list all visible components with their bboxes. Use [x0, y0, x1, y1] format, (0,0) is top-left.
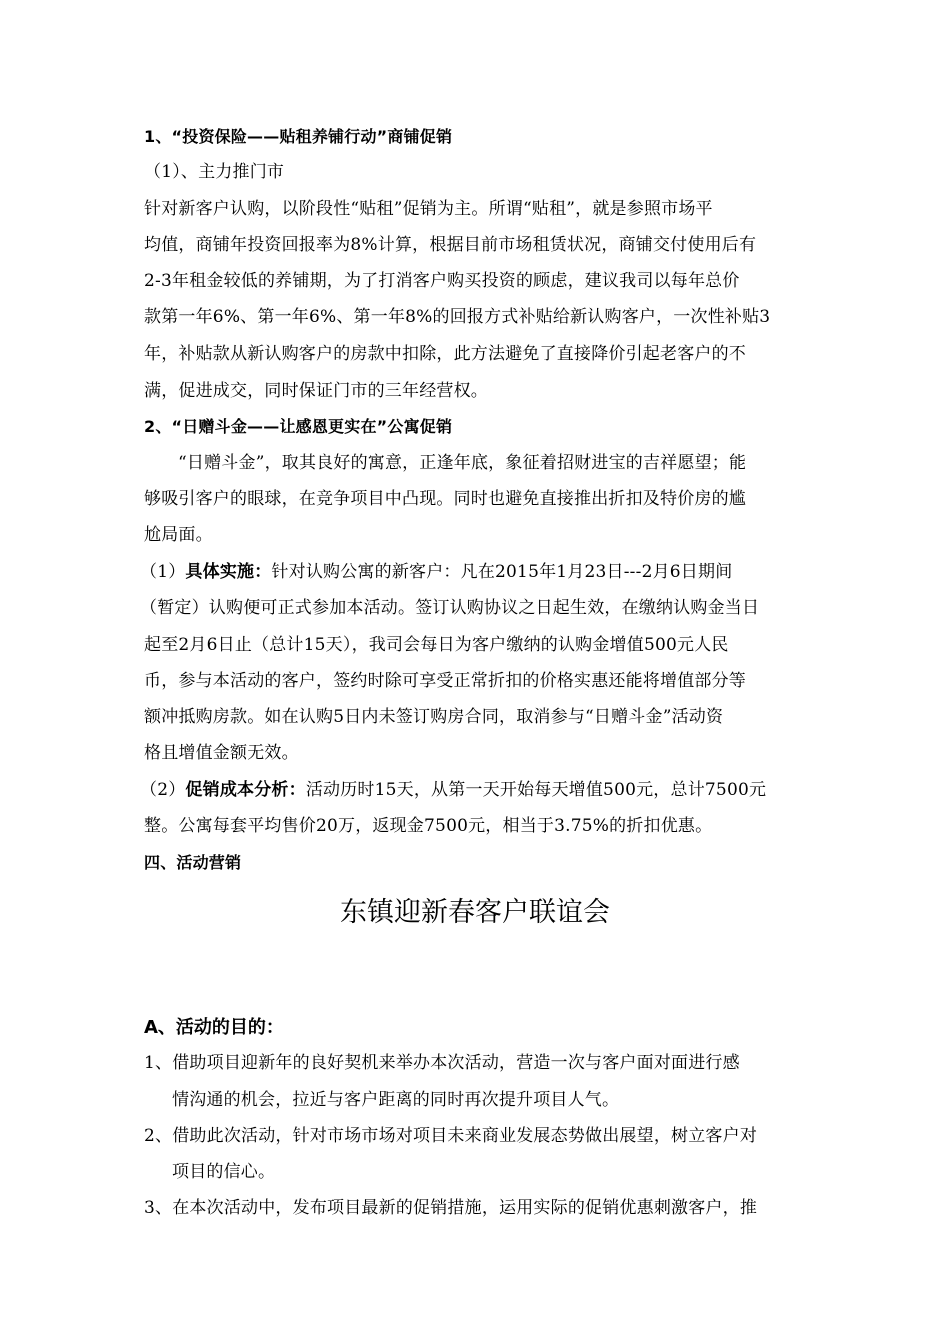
- purpose-heading: A、活动的目的：: [144, 1017, 284, 1038]
- paragraph-line: 整。公寓每套平均售价20万，返现金7500元，相当于3.75%的折扣优惠。: [144, 816, 713, 836]
- section1-subheading: （1）、主力推门市: [144, 162, 285, 182]
- paragraph-line: 币，参与本活动的客户，签约时除可享受正常折扣的价格实惠还能将增值部分等: [144, 671, 746, 691]
- implementation-line: [140, 561, 810, 583]
- paragraph-line: 年，补贴款从新认购客户的房款中扣除，此方法避免了直接降价引起老客户的不: [144, 344, 746, 364]
- item-prefix: （2）: [140, 780, 186, 800]
- section4-heading: 四、活动营销: [144, 853, 242, 872]
- paragraph-line: 够吸引客户的眼球，在竞争项目中凸现。同时也避免直接推出折扣及特价房的尴: [144, 489, 746, 509]
- paragraph-line: 针对新客户认购，以阶段性“贴租”促销为主。所谓“贴租”，就是参照市场平: [144, 199, 713, 219]
- list-item-continuation: 项目的信心。: [172, 1162, 276, 1182]
- cost-analysis-label: 促销成本分析：: [185, 780, 306, 800]
- paragraph-line: 额冲抵购房款。如在认购5日内未签订购房合同，取消参与“日赠斗金”活动资: [144, 707, 724, 727]
- paragraph-line: 格且增值金额无效。: [144, 743, 299, 763]
- list-item-continuation: 情沟通的机会，拉近与客户距离的同时再次提升项目人气。: [172, 1090, 620, 1110]
- paragraph-line: 均值，商铺年投资回报率为8%计算，根据目前市场租赁状况，商铺交付使用后有: [144, 235, 757, 255]
- paragraph-line: “日赠斗金”，取其良好的寓意，正逢年底，象征着招财进宝的吉祥愿望；能: [178, 453, 747, 473]
- cost-analysis-line: [140, 779, 810, 801]
- list-item: 3、在本次活动中，发布项目最新的促销措施，运用实际的促销优惠刺激客户，推: [144, 1198, 758, 1218]
- event-title: 东镇迎新春客户联谊会: [340, 897, 610, 928]
- paragraph-line: （暂定）认购便可正式参加本活动。签订认购协议之日起生效，在缴纳认购金当日: [140, 598, 760, 618]
- cost-analysis-text: 活动历时15天，从第一天开始每天增值500元，总计7500元: [305, 780, 767, 800]
- paragraph-line: 起至2月6日止（总计15天），我司会每日为客户缴纳的认购金增值500元人民: [144, 635, 729, 655]
- list-item: 2、借助此次活动，针对市场市场对项目未来商业发展态势做出展望，树立客户对: [144, 1126, 758, 1146]
- paragraph-line: 2-3年租金较低的养铺期，为了打消客户购买投资的顾虑，建议我司以每年总价: [144, 271, 740, 291]
- paragraph-line: 满，促进成交，同时保证门市的三年经营权。: [144, 381, 488, 401]
- section1-heading: 1、“投资保险——贴租养铺行动”商铺促销: [144, 127, 453, 146]
- paragraph-line: 尬局面。: [144, 525, 213, 545]
- implementation-text: 针对认购公寓的新客户：凡在2015年1月23日---2月6日期间: [271, 562, 733, 582]
- list-item: 1、借助项目迎新年的良好契机来举办本次活动，营造一次与客户面对面进行感: [144, 1053, 740, 1073]
- item-prefix: （1）: [140, 562, 186, 582]
- implementation-label: 具体实施：: [185, 562, 272, 582]
- section2-heading: 2、“日赠斗金——让感恩更实在”公寓促销: [144, 417, 453, 436]
- paragraph-line: 款第一年6%、第一年6%、第一年8%的回报方式补贴给新认购客户，一次性补贴3: [144, 307, 771, 327]
